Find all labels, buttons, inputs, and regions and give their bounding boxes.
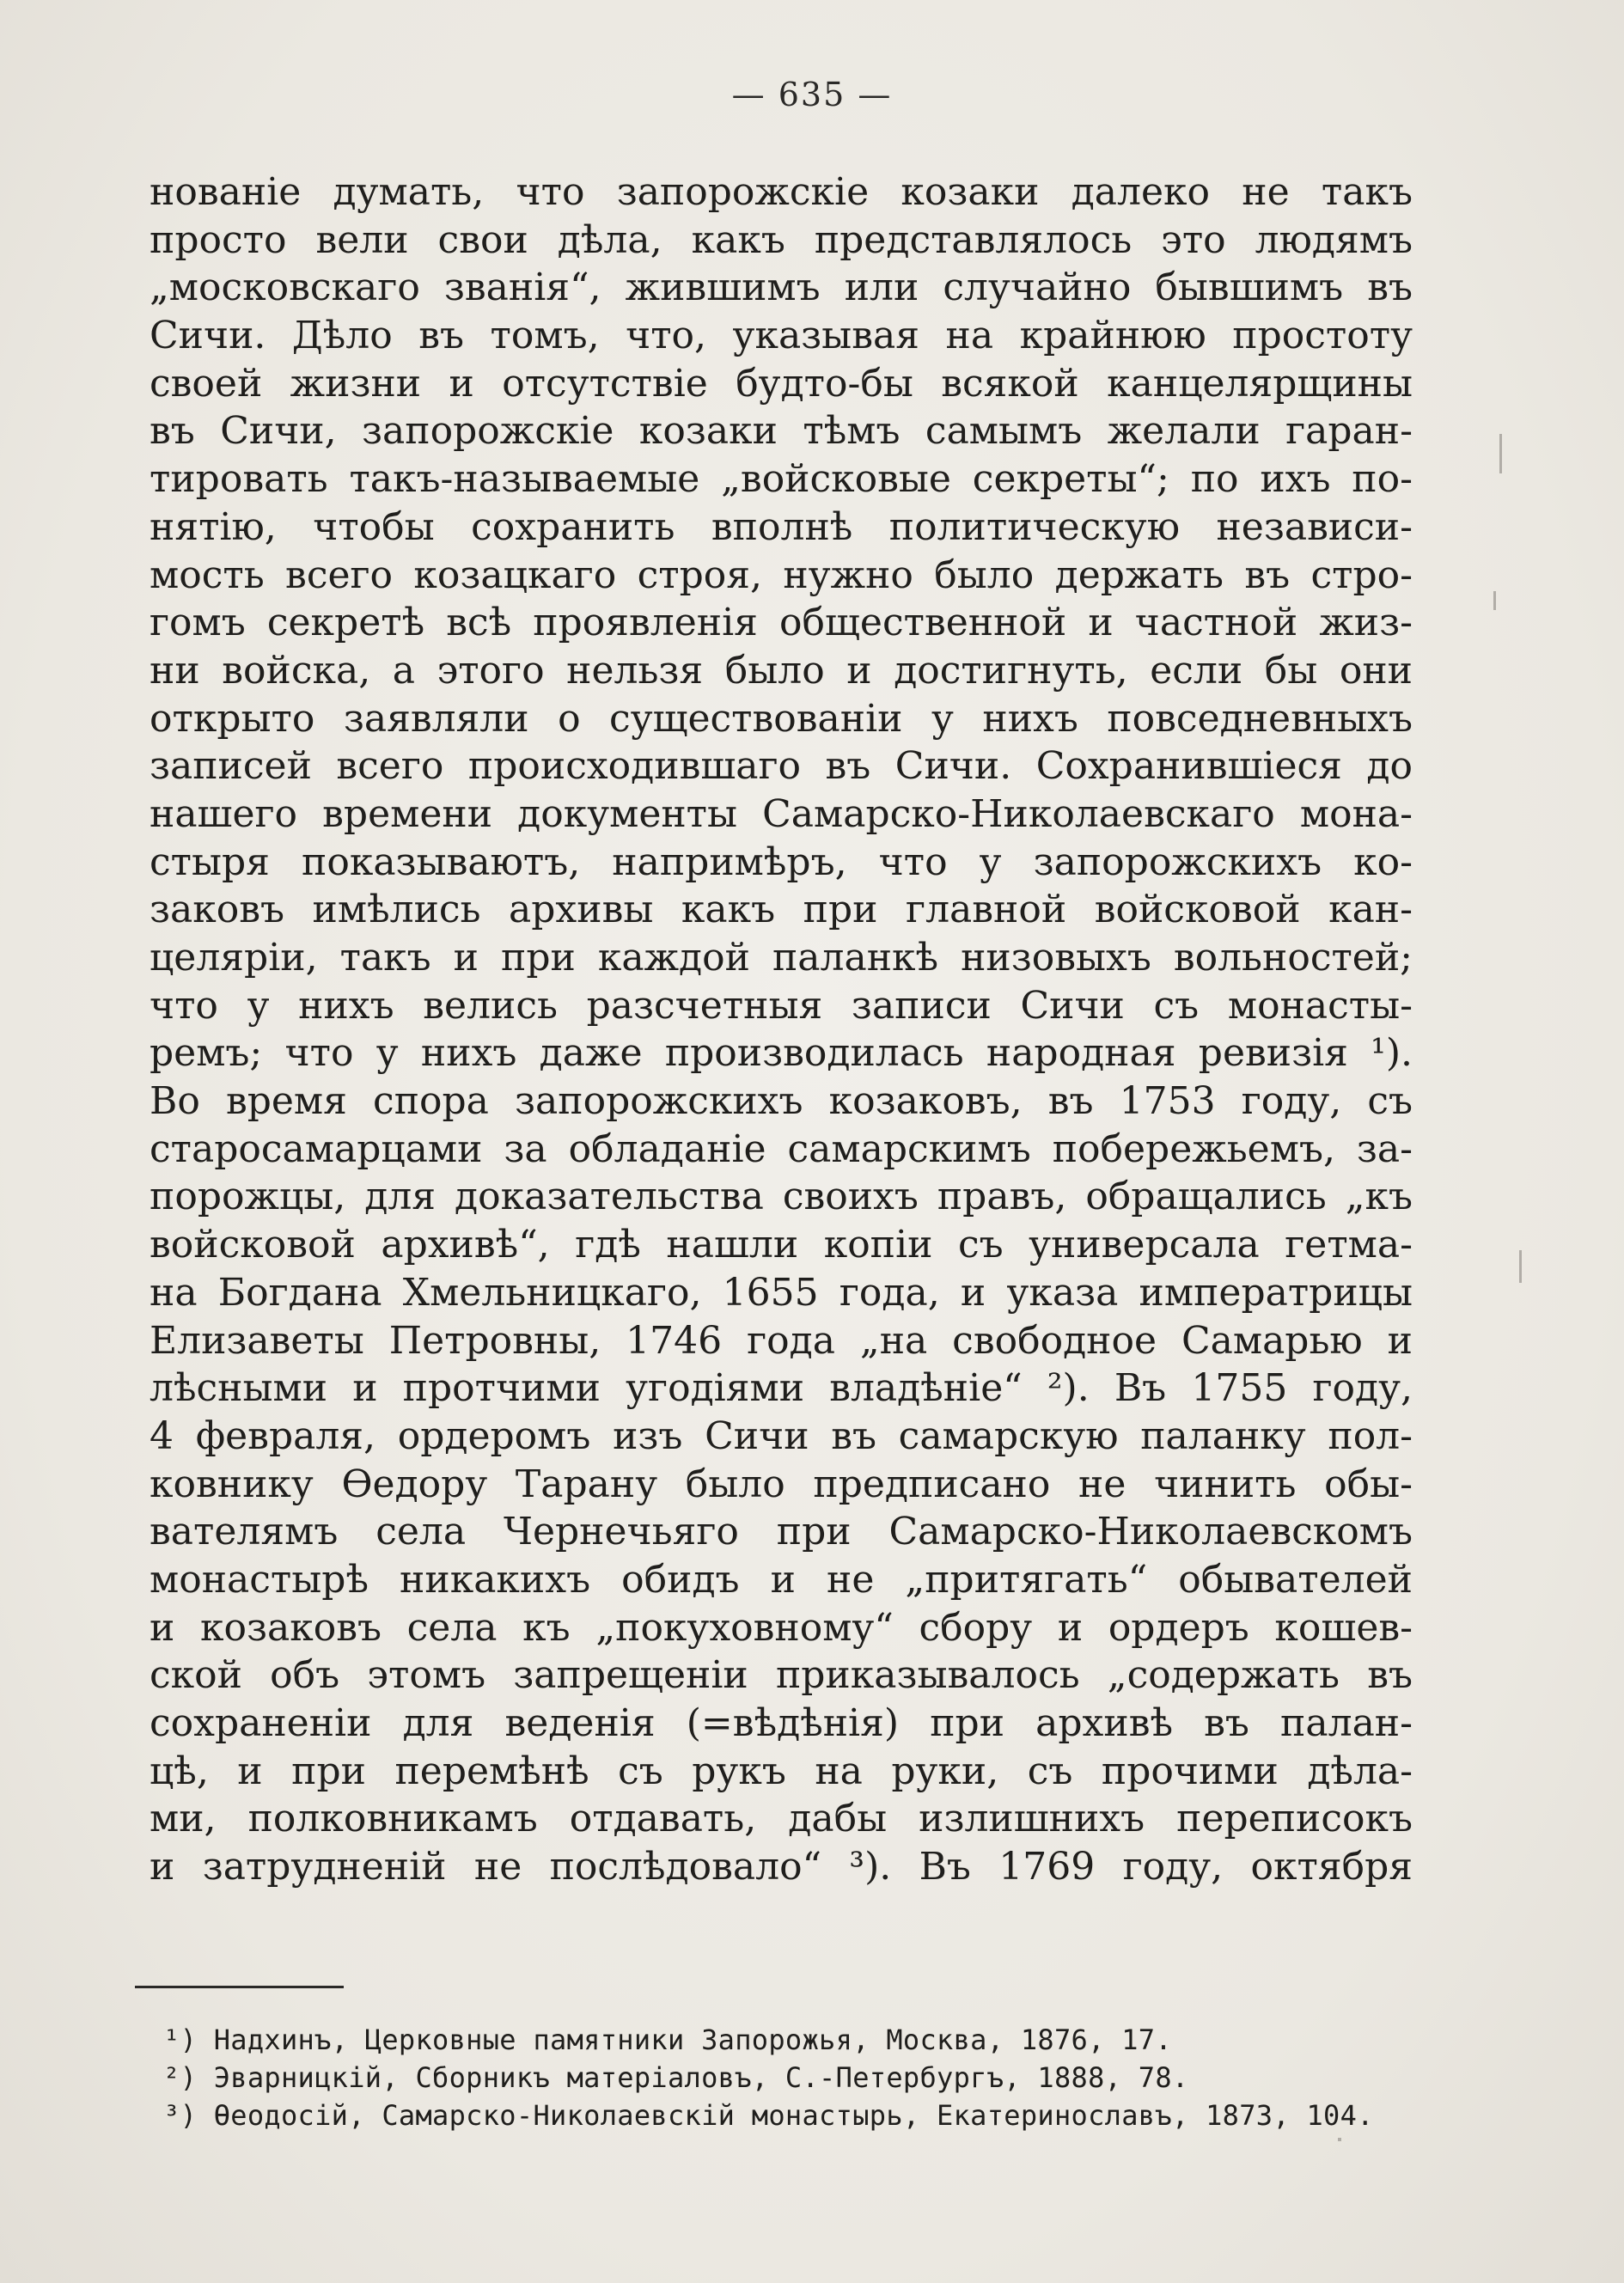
text-line: своей жизни и отсутствіе будто-бы всякой канцелярщины bbox=[150, 361, 1413, 406]
scan-speck bbox=[1519, 1250, 1522, 1283]
text-line: записей всего происходившаго въ Сичи. Сохранившіеся до bbox=[150, 744, 1413, 789]
text-line: порожцы, для доказательства своихъ правъ, обращались „къ bbox=[150, 1175, 1413, 1219]
text-line: тировать такъ-называемые „войсковые секреты“; по ихъ по- bbox=[150, 457, 1413, 502]
text-line: Елизаветы Петровны, 1746 года „на свободное Самарью и bbox=[150, 1318, 1413, 1363]
text-line: сохраненіи для веденія (=вѣдѣнія) при архивѣ въ палан- bbox=[150, 1701, 1413, 1745]
text-line: „московскаго званія“, жившимъ или случайно бывшимъ въ bbox=[150, 266, 1413, 310]
text-line: 4 февраля, ордеромъ изъ Сичи въ самарскую паланку пол- bbox=[150, 1413, 1413, 1458]
text-line: монастырѣ никакихъ обидъ и не „притягать“ обывателей bbox=[150, 1557, 1413, 1602]
text-line: что у нихъ велись разсчетныя записи Сичи съ монасты- bbox=[150, 983, 1413, 1028]
text-line: гомъ секретѣ всѣ проявленія общественной и частной жиз- bbox=[150, 601, 1413, 645]
text-line: просто вели свои дѣла, какъ представлялось это людямъ bbox=[150, 217, 1413, 262]
text-line: ми, полковникамъ отдавать, дабы излишнихъ переписокъ bbox=[150, 1797, 1413, 1841]
text-line: мость всего козацкаго строя, нужно было держать въ стро- bbox=[150, 552, 1413, 597]
footnote-divider bbox=[135, 1986, 344, 1988]
scan-speck bbox=[1499, 434, 1502, 473]
text-line: старосамарцами за обладаніе самарскимъ побережьемъ, за- bbox=[150, 1126, 1413, 1171]
text-line: и затрудненій не послѣдовало“ ³). Въ 1769 году, октября bbox=[150, 1845, 1413, 1889]
text-line: открыто заявляли о существованіи у нихъ повседневныхъ bbox=[150, 696, 1413, 741]
footnote-1: ¹) Надхинъ, Церковные памятники Запорожья, Москва, 1876, 17. bbox=[163, 2024, 1172, 2056]
footnotes bbox=[163, 2021, 1409, 2134]
scan-speck bbox=[1338, 2138, 1341, 2141]
text-line: нятію, чтобы сохранить вполнѣ политическую независи- bbox=[150, 504, 1413, 549]
text-line: нованіе думать, что запорожскіе козаки далеко не такъ bbox=[150, 170, 1413, 214]
text-line: на Богдана Хмельницкаго, 1655 года, и указа императрицы bbox=[150, 1270, 1413, 1315]
body-text bbox=[150, 168, 1413, 1891]
page-number: — 635 — bbox=[731, 76, 893, 113]
text-line: и козаковъ села къ „покуховному“ сбору и ордеръ кошев- bbox=[150, 1605, 1413, 1650]
text-line: въ Сичи, запорожскіе козаки тѣмъ самымъ желали гаран- bbox=[150, 409, 1413, 454]
text-line: ни войска, а этого нельзя было и достигнуть, если бы они bbox=[150, 648, 1413, 693]
text-line: ковнику Ѳедору Тарану было предписано не чинить обы- bbox=[150, 1462, 1413, 1506]
footnote-3: ³) Ѳеодосій, Самарско-Николаевскій монастырь, Екатеринославъ, 1873, 104. bbox=[163, 2099, 1374, 2132]
text-line: вателямъ села Чернечьяго при Самарско-Николаевскомъ bbox=[150, 1510, 1413, 1554]
text-line: заковъ имѣлись архивы какъ при главной войсковой кан- bbox=[150, 888, 1413, 932]
text-line: войсковой архивѣ“, гдѣ нашли копіи съ универсала гетма- bbox=[150, 1223, 1413, 1267]
footnote-2: ²) Эварницкій, Сборникъ матеріаловъ, С.-Петербургъ, 1888, 78. bbox=[163, 2061, 1189, 2094]
text-line: цѣ, и при перемѣнѣ съ рукъ на руки, съ прочими дѣла- bbox=[150, 1749, 1413, 1793]
scan-speck bbox=[1493, 591, 1496, 610]
text-line: целяріи, такъ и при каждой паланкѣ низовыхъ вольностей; bbox=[150, 936, 1413, 980]
text-line: ремъ; что у нихъ даже производилась народная ревизія ¹). bbox=[150, 1031, 1413, 1076]
text-line: стыря показываютъ, напримѣръ, что у запорожскихъ ко- bbox=[150, 839, 1413, 884]
text-line: Сичи. Дѣло въ томъ, что, указывая на крайнюю простоту bbox=[150, 314, 1413, 358]
text-line: Во время спора запорожскихъ козаковъ, въ 1753 году, съ bbox=[150, 1079, 1413, 1124]
text-line: ской объ этомъ запрещеніи приказывалось „содержать въ bbox=[150, 1653, 1413, 1698]
text-line: лѣсными и протчими угодіями владѣніе“ ²). Въ 1755 году, bbox=[150, 1366, 1413, 1411]
text-line: нашего времени документы Самарско-Николаевскаго мона- bbox=[150, 791, 1413, 836]
